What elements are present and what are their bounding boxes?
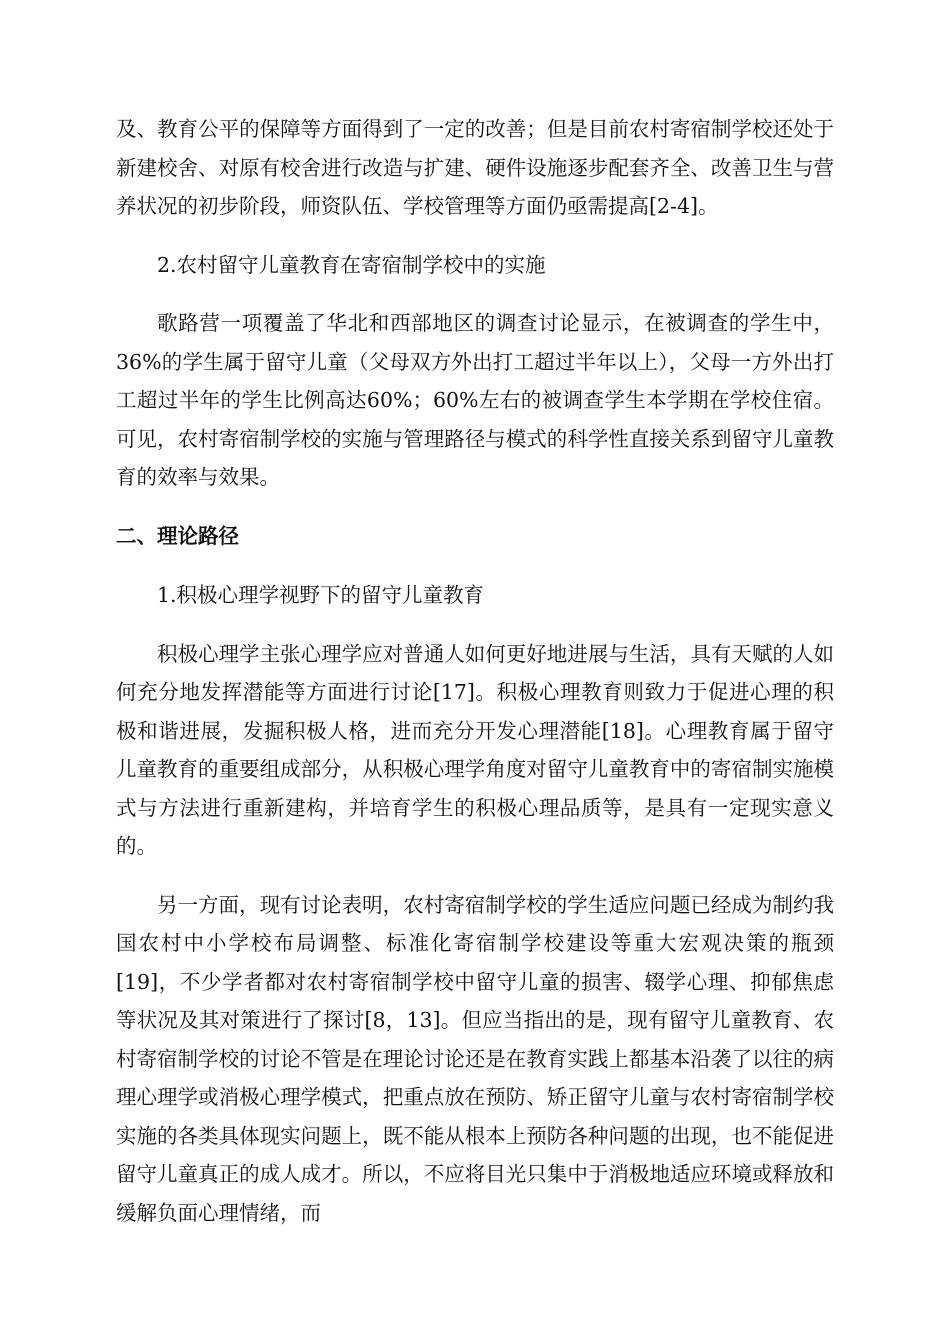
subheading-positive-psychology: 1.积极心理学视野下的留守儿童教育 [157,583,485,607]
paragraph-positive-psychology: 积极心理学主张心理学应对普通人如何更好地进展与生活，具有天赋的人如何充分地发挥潜能等方面进行讨论[17]。积极心理教育则致力于促进心理的积极和谐进展，发掘积极人格，进而充分开发心理潜能[18]。心理教育属于留守儿童教育的重要组成部分，从积极心理学角度对留守儿童教育中的寄宿制实施模式与方法进行重新建构，并培育学生的积极心理品质等，是具有一定现实意义的。 [116,641,834,858]
paragraph-continuation: 及、教育公平的保障等方面得到了一定的改善；但是目前农村寄宿制学校还处于新建校舍、对原有校舍进行改造与扩建、硬件设施逐步配套齐全、改善卫生与营养状况的初步阶段，师资队伍、学校管理等方面仍亟需提高[2-4]。 [116,117,834,218]
paragraph-survey-findings: 歌路营一项覆盖了华北和西部地区的调查讨论显示，在被调查的学生中，36%的学生属于留守儿童（父母双方外出打工超过半年以上），父母一方外出打工超过半年的学生比例高达60%；60%左右的被调查学生本学期在学校住宿。可见，农村寄宿制学校的实施与管理路径与模式的科学性直接关系到留守儿童教育的效率与效果。 [116,311,834,489]
paragraph-existing-research: 另一方面，现有讨论表明，农村寄宿制学校的学生适应问题已经成为制约我国农村中小学校布局调整、标准化寄宿制学校建设等重大宏观决策的瓶颈[19]，不少学者都对农村寄宿制学校中留守儿童的损害、辍学心理、抑郁焦虑等状况及其对策进行了探讨[8，13]。但应当指出的是，现有留守儿童教育、农村寄宿制学校的讨论不管是在理论讨论还是在教育实践上都基本沿袭了以往的病理心理学或消极心理学模式，把重点放在预防、矫正留守儿童与农村寄宿制学校实施的各类具体现实问题上，既不能从根本上预防各种问题的出现，也不能促进留守儿童真正的成人成才。所以，不应将目光只集中于消极地适应环境或释放和缓解负面心理情绪，而 [116,892,834,1225]
document-body [116,110,834,1232]
subheading-rural-left-behind-education: 2.农村留守儿童教育在寄宿制学校中的实施 [157,252,546,277]
section-heading-theoretical-path: 二、理论路径 [116,523,239,548]
